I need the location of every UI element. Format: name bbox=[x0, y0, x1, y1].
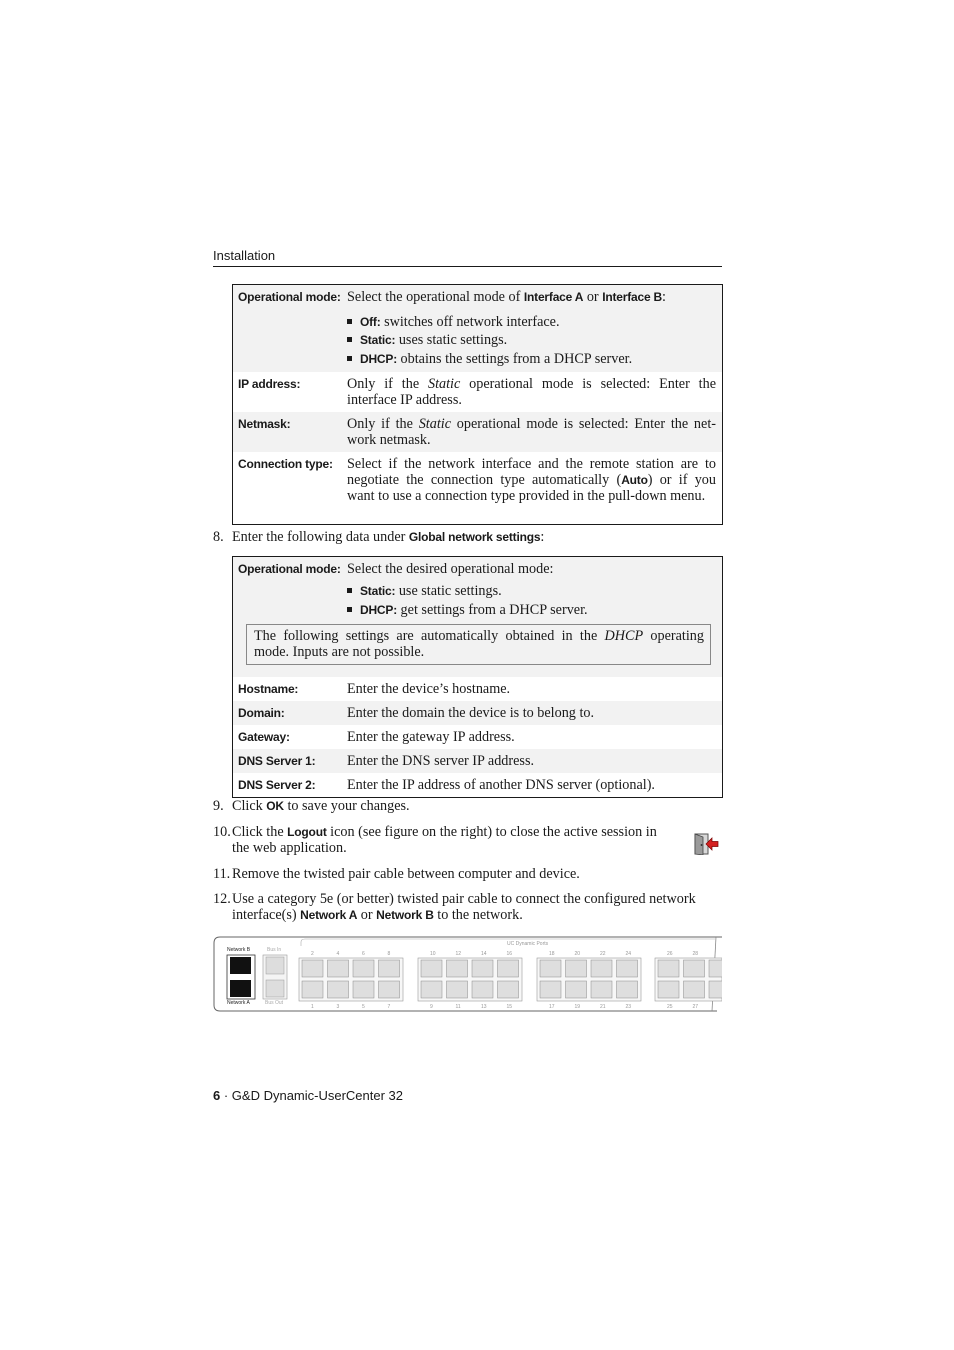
running-header bbox=[213, 247, 722, 267]
table-row bbox=[233, 677, 722, 701]
dynamic-port bbox=[617, 981, 638, 998]
dynamic-port bbox=[709, 960, 722, 977]
port-number-bottom: 15 bbox=[506, 1004, 513, 1010]
network-a-label: Network A bbox=[227, 1000, 250, 1006]
step-8: 8. Enter the following data under Global network settings: bbox=[213, 529, 545, 545]
step-11: 11. Remove the twisted pair cable between computer and device. bbox=[213, 866, 580, 882]
row-label: DNS Server 1: bbox=[238, 754, 316, 768]
port-number-top: 24 bbox=[625, 951, 632, 957]
port-number-bottom: 17 bbox=[549, 1004, 555, 1010]
row-description: Enter the device’s hostname. bbox=[347, 681, 511, 697]
dynamic-port bbox=[709, 981, 722, 998]
interface-settings-table bbox=[232, 284, 723, 525]
port-number-bottom: 21 bbox=[600, 1004, 606, 1010]
dynamic-port bbox=[328, 981, 349, 998]
dynamic-port bbox=[447, 981, 468, 998]
port-number-top: 22 bbox=[600, 951, 606, 957]
dynamic-port bbox=[472, 981, 493, 998]
bullet-icon bbox=[347, 607, 352, 612]
port-number-bottom: 3 bbox=[336, 1004, 340, 1010]
port-number-top: 8 bbox=[387, 951, 391, 957]
port-number-top: 18 bbox=[549, 951, 555, 957]
network-a-port bbox=[230, 980, 251, 997]
row-label: Operational mode: bbox=[238, 562, 341, 576]
table-row bbox=[233, 749, 722, 773]
port-number-bottom: 27 bbox=[692, 1004, 699, 1010]
row-description: Enter the DNS server IP address. bbox=[347, 753, 535, 769]
list-item: Static: use static settings. bbox=[347, 583, 716, 599]
page-footer: 6 · G&D Dynamic-UserCenter 32 bbox=[213, 1088, 404, 1103]
row-description: Enter the IP address of another DNS server (optional). bbox=[347, 777, 655, 793]
table-row bbox=[233, 773, 722, 797]
port-number-bottom: 25 bbox=[667, 1004, 673, 1010]
port-number-top: 6 bbox=[362, 951, 365, 957]
step-12: 12. Use a category 5e (or better) twisted pair cable to connect the configured network interface(s) Network A or Network B to the network. bbox=[213, 891, 696, 923]
port-number-bottom: 1 bbox=[311, 1004, 314, 1010]
dynamic-port bbox=[498, 981, 519, 998]
bus-in-label: Bus In bbox=[267, 947, 282, 953]
port-number-top: 12 bbox=[455, 951, 462, 957]
port-number-bottom: 13 bbox=[481, 1004, 487, 1010]
port-number-top: 16 bbox=[506, 951, 513, 957]
dynamic-port bbox=[302, 960, 323, 977]
dynamic-port bbox=[421, 960, 442, 977]
port-number-bottom: 9 bbox=[430, 1004, 433, 1010]
dynamic-port bbox=[591, 981, 612, 998]
dynamic-port bbox=[353, 981, 374, 998]
bus-in-port bbox=[266, 957, 284, 974]
port-number-bottom: 23 bbox=[625, 1004, 632, 1010]
dynamic-port bbox=[617, 960, 638, 977]
global-network-settings-table bbox=[232, 556, 723, 798]
table-row bbox=[233, 452, 722, 524]
row-description: Select the desired operational mode: Static: use static settings. DHCP: get settings from a DHCP server. bbox=[347, 561, 716, 618]
row-description: Select if the network interface and the remote station are to negotiate the connection type automatically (Auto) or if you want to use a connection type provided in the pull-down menu. bbox=[347, 456, 716, 504]
dynamic-port bbox=[302, 981, 323, 998]
dynamic-port bbox=[353, 960, 374, 977]
bullet-icon bbox=[347, 319, 352, 324]
bullet-icon bbox=[347, 588, 352, 593]
section-title: Installation bbox=[213, 248, 276, 263]
step-10: 10. Click the Logout icon (see figure on the right) to close the active session in the web application. bbox=[213, 824, 657, 856]
dynamic-port bbox=[684, 960, 705, 977]
dhcp-note: The following settings are automatically obtained in the DHCP operating mode. Inputs are not possible. bbox=[246, 624, 711, 665]
port-number-bottom: 11 bbox=[455, 1004, 461, 1010]
step-9: 9. Click OK to save your changes. bbox=[213, 798, 410, 814]
port-number-top: 4 bbox=[336, 951, 340, 957]
dynamic-port bbox=[658, 960, 679, 977]
table-row bbox=[233, 701, 722, 725]
row-description: Enter the domain the device is to belong to. bbox=[347, 705, 595, 721]
table-row bbox=[233, 372, 722, 412]
row-description: Enter the gateway IP address. bbox=[347, 729, 515, 745]
row-label: Netmask: bbox=[238, 417, 291, 431]
row-label: Gateway: bbox=[238, 730, 290, 744]
row-description: Only if the Static operational mode is selected: Enter the network netmask. bbox=[347, 416, 716, 448]
port-number-bottom: 5 bbox=[362, 1004, 365, 1010]
device-port-figure bbox=[213, 935, 722, 1013]
document-title: G&D Dynamic-UserCenter 32 bbox=[231, 1088, 404, 1103]
bus-out-port bbox=[266, 980, 284, 997]
dynamic-ports-title: UC Dynamic Ports bbox=[507, 941, 549, 947]
page-number: 6 bbox=[213, 1088, 221, 1103]
dynamic-port bbox=[328, 960, 349, 977]
row-label: IP address: bbox=[238, 377, 301, 391]
table-row bbox=[233, 285, 722, 372]
row-label: Domain: bbox=[238, 706, 285, 720]
dynamic-port bbox=[658, 981, 679, 998]
list-item: DHCP: obtains the settings from a DHCP server. bbox=[347, 351, 716, 367]
dynamic-port bbox=[591, 960, 612, 977]
bus-out-label: Bus Out bbox=[265, 1000, 284, 1006]
dynamic-port bbox=[472, 960, 493, 977]
dynamic-port bbox=[498, 960, 519, 977]
port-number-top: 14 bbox=[481, 951, 487, 957]
table-row bbox=[233, 725, 722, 749]
dynamic-port bbox=[421, 981, 442, 998]
row-label: Operational mode: bbox=[238, 290, 341, 304]
port-number-top: 2 bbox=[311, 951, 314, 957]
port-number-top: 28 bbox=[692, 951, 699, 957]
port-number-top: 10 bbox=[430, 951, 436, 957]
list-item: Static: uses static settings. bbox=[347, 332, 716, 348]
list-item: Off: switches off network interface. bbox=[347, 314, 716, 330]
network-b-label: Network B bbox=[227, 947, 251, 953]
row-description: Only if the Static operational mode is selected: Enter the interface IP address. bbox=[347, 376, 716, 408]
network-b-port bbox=[230, 957, 251, 974]
row-description: Select the operational mode of Interface A or Interface B: Off: switches off network interface. Static: uses static settings. DHCP: obtains the settings from a DHCP server. bbox=[347, 289, 716, 369]
dynamic-port-groups bbox=[299, 958, 722, 1001]
dynamic-port bbox=[684, 981, 705, 998]
dynamic-port bbox=[540, 981, 561, 998]
dynamic-port bbox=[447, 960, 468, 977]
dynamic-port bbox=[379, 960, 400, 977]
dynamic-port bbox=[566, 960, 587, 977]
row-label: Hostname: bbox=[238, 682, 299, 696]
dynamic-port bbox=[540, 960, 561, 977]
bullet-icon bbox=[347, 337, 352, 342]
row-label: Connection type: bbox=[238, 457, 333, 471]
row-label: DNS Server 2: bbox=[238, 778, 316, 792]
list-item: DHCP: get settings from a DHCP server. bbox=[347, 602, 716, 618]
table-row bbox=[233, 557, 722, 677]
bullet-icon bbox=[347, 356, 352, 361]
port-number-top: 26 bbox=[667, 951, 673, 957]
port-number-bottom: 7 bbox=[387, 1004, 391, 1010]
port-number-bottom: 19 bbox=[574, 1004, 581, 1010]
port-number-top: 20 bbox=[574, 951, 581, 957]
logout-icon bbox=[694, 833, 720, 855]
table-row bbox=[233, 412, 722, 452]
dynamic-port bbox=[566, 981, 587, 998]
dynamic-port bbox=[379, 981, 400, 998]
